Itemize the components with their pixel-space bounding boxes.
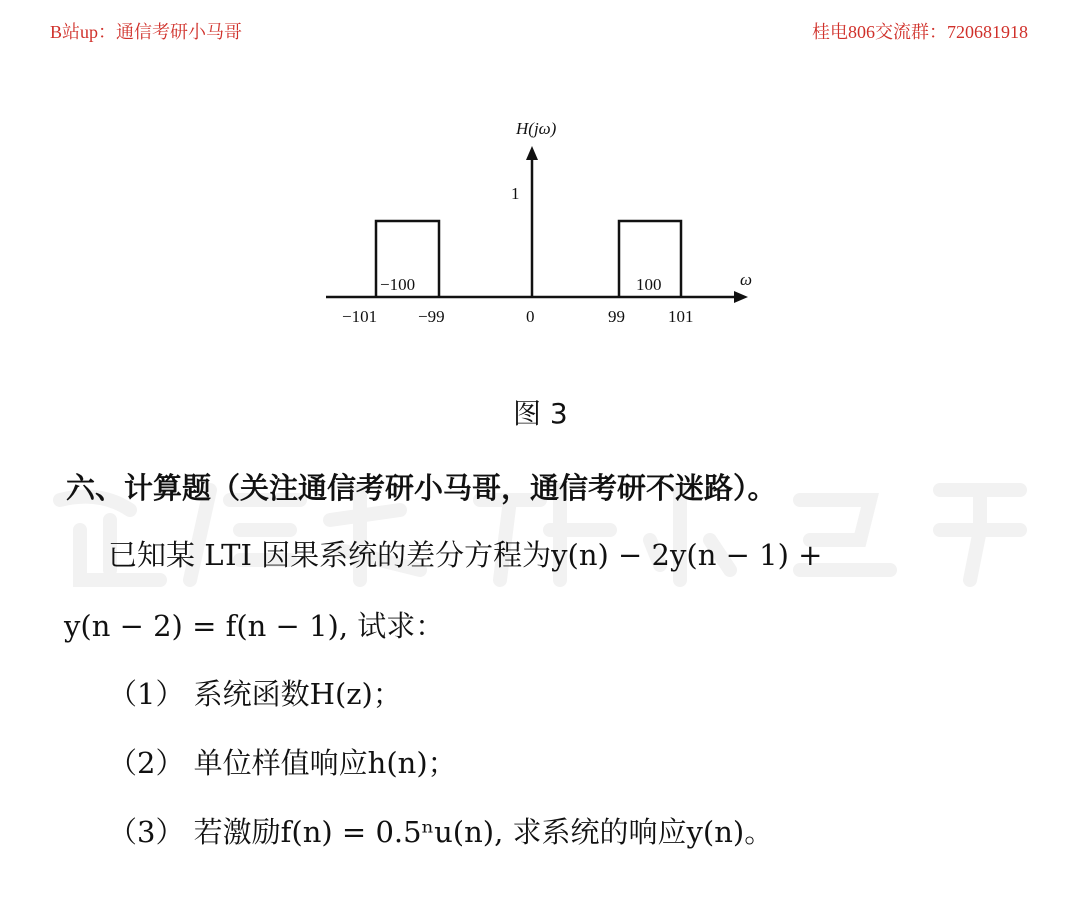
x-axis-arrow <box>734 291 748 303</box>
tick: −99 <box>418 307 445 326</box>
header-right: 桂电806交流群：720681918 <box>812 22 1028 42</box>
band-label-left: −100 <box>380 275 416 294</box>
question-line-1: 已知某 LTI 因果系统的差分方程为y(n) − 2y(n − 1) + <box>108 538 823 572</box>
height-label: 1 <box>511 184 520 203</box>
tick: −101 <box>342 307 378 326</box>
question-title: 六、计算题（关注通信考研小马哥，通信考研不迷路）。 <box>66 471 777 505</box>
y-axis-arrow <box>526 146 538 160</box>
y-axis-label: H(jω) <box>516 119 557 138</box>
sub-question-2: （2） 单位样值响应h(n)； <box>108 746 457 780</box>
tick: 99 <box>608 307 625 326</box>
frequency-response-diagram <box>0 0 1080 400</box>
header-left: B站up：通信考研小马哥 <box>50 22 243 42</box>
question-line-2: y(n − 2) = f(n − 1), 试求： <box>64 609 445 643</box>
figure-caption: 图 3 <box>513 397 568 430</box>
sub-question-3: （3） 若激励f(n) = 0.5ⁿu(n), 求系统的响应y(n)。 <box>108 815 774 849</box>
x-axis-label: ω <box>740 270 753 289</box>
sub-question-1: （1） 系统函数H(z)； <box>108 677 402 711</box>
band-label-right: 100 <box>636 275 662 294</box>
tick: 0 <box>526 307 535 326</box>
tick: 101 <box>668 307 694 326</box>
